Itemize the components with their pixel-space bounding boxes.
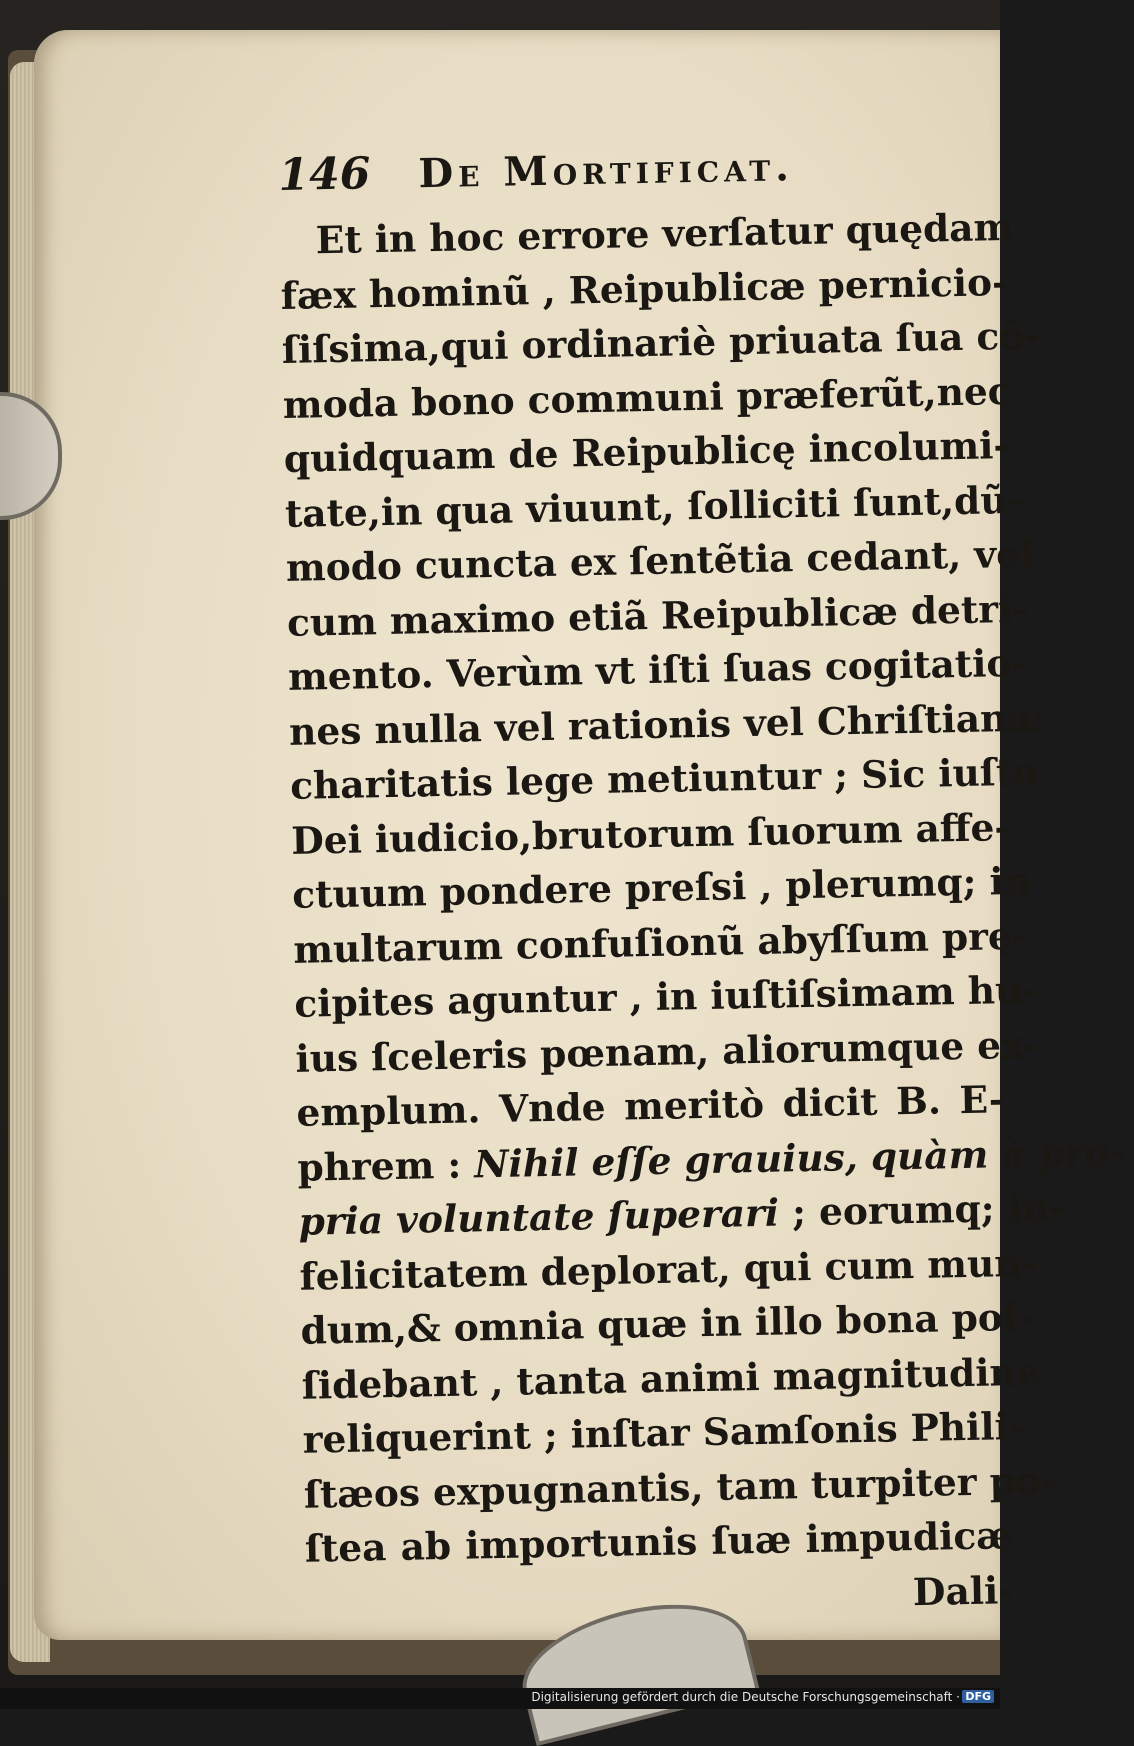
- text-line: moda bono communi præferũt,nec: [282, 368, 1011, 427]
- text-line: emplum. Vnde meritò dicit B. E-: [296, 1077, 1005, 1135]
- text-italic-quote: pria voluntate ſuperari: [298, 1190, 780, 1244]
- running-head: De Mortificat.: [418, 143, 795, 198]
- text-line: felicitatem deplorat, qui cum mun-: [299, 1240, 1038, 1299]
- text-line: cum maximo etiã Reipublicæ detri-: [286, 586, 1029, 645]
- text-line: ius ſceleris pœnam, aliorumque ex-: [295, 1022, 1039, 1081]
- text-line: reliquerint ; inſtar Samſonis Phili-: [302, 1403, 1025, 1462]
- text-line: ſtæos expugnantis, tam turpiter po-: [303, 1457, 1057, 1517]
- text-line: mento. Verùm vt iſti ſuas cogitatio-: [287, 640, 1028, 699]
- text-roman: ; eorumq; in-: [778, 1185, 1066, 1235]
- catchword: Dali-: [912, 1567, 1015, 1614]
- text-line: Dei iudicio,brutorum ſuorum affe-: [290, 804, 1011, 863]
- text-italic-quote: Nihil eſſe grauius, quàm à pro-: [473, 1129, 1126, 1186]
- text-line: charitatis lege metiuntur ; Sic iuſto: [289, 749, 1039, 808]
- page-number: 146: [278, 148, 371, 201]
- page-header: [278, 136, 987, 208]
- text-line: Et in hoc errore verſatur quędam: [315, 204, 1014, 263]
- text-line: cipites aguntur , in iuſtiſsimam hu-: [293, 967, 1039, 1026]
- text-line: ſiſsima,qui ordinariè priuata ſua cõ-: [281, 313, 1041, 372]
- text-line: modo cuncta ex ſentẽtia cedant, vel: [285, 531, 1035, 590]
- text-roman: phrem :: [297, 1141, 475, 1190]
- text-line: quidquam de Reipublicę incolumi-: [283, 423, 1010, 481]
- page-text: [278, 136, 1126, 1630]
- text-line: ſtea ab importunis ſuæ impudicæ: [304, 1513, 1014, 1571]
- text-line: ctuum pondere preſsi , plerumq; in: [291, 858, 1032, 917]
- text-line: fæx hominũ , Reipublicæ pernicio-: [280, 259, 1009, 318]
- body-text: [279, 200, 1126, 1630]
- footer-bar: [0, 1688, 1000, 1709]
- dfg-logo-icon: DFG: [962, 1690, 994, 1703]
- text-line: nes nulla vel rationis vel Chriſtianæ: [288, 694, 1045, 754]
- text-line: tate,in qua viuunt, ſolliciti ſunt,dũ-: [284, 477, 1024, 536]
- digitization-credit: Digitalisierung gefördert durch die Deutsche Forschungsgemeinschaft ·: [531, 1690, 960, 1704]
- text-line: dum,& omnia quæ in illo bona poſ-: [300, 1294, 1035, 1353]
- text-line: ſidebant , tanta animi magnitudine: [301, 1349, 1041, 1408]
- text-line: multarum confuſionũ abyſſum prę-: [292, 913, 1028, 972]
